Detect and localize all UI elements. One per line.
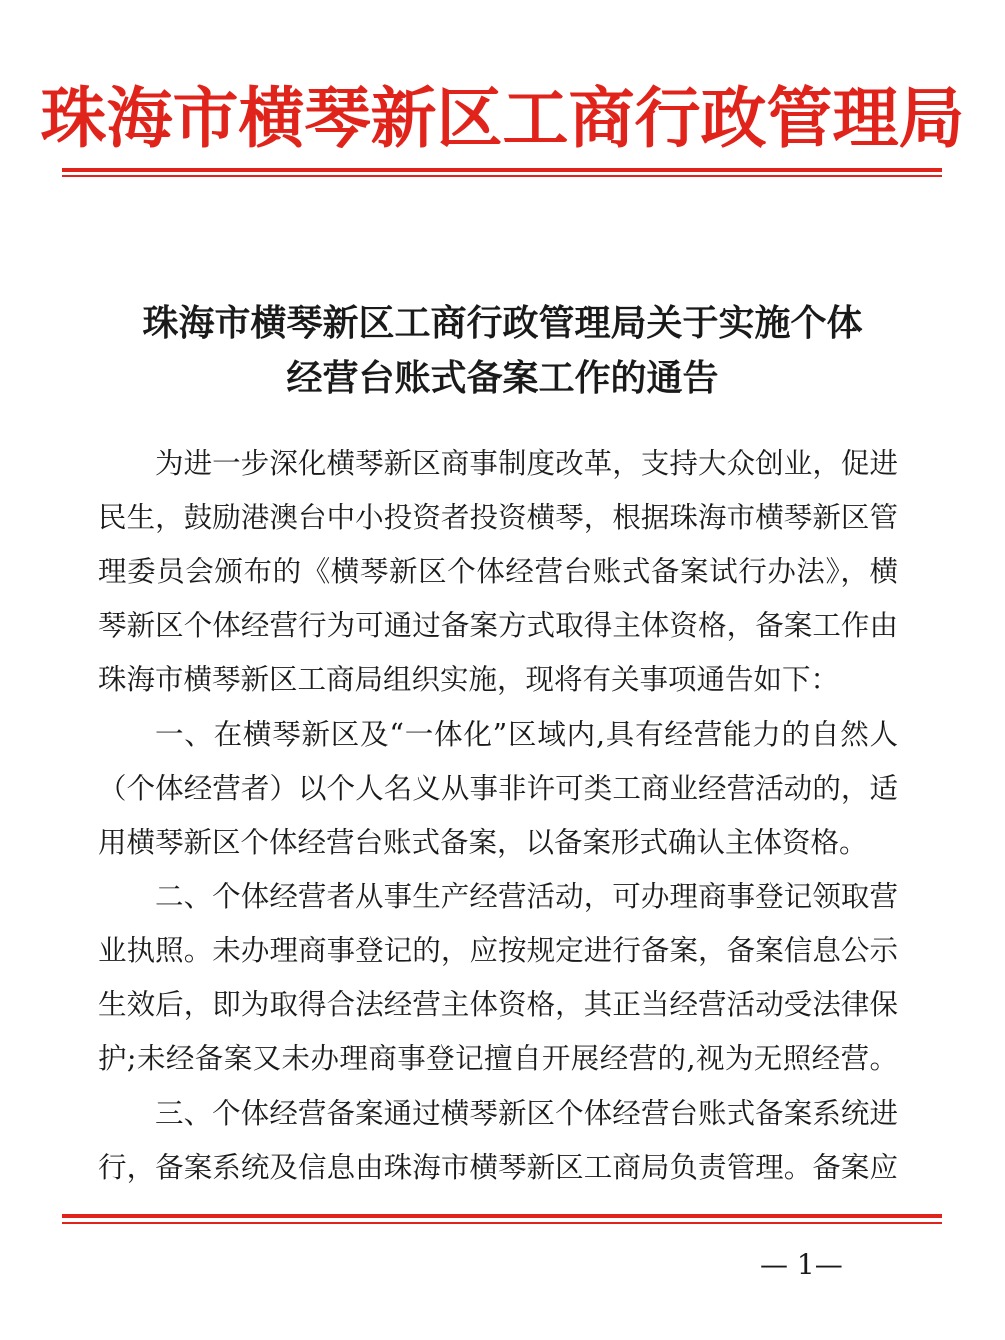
document-title-line-1: 珠海市横琴新区工商行政管理局关于实施个体 <box>142 302 863 344</box>
text-line: （个体经营者）以个人名义从事非许可类工商业经营活动的，适 <box>98 772 898 805</box>
text-line: 珠海市横琴新区工商局组织实施，现将有关事项通告如下： <box>98 663 840 696</box>
agency-header-title: 珠海市横琴新区工商行政管理局 <box>40 79 965 157</box>
text-line: 用横琴新区个体经营台账式备案，以备案形式确认主体资格。 <box>98 826 868 859</box>
text-line: 业执照。未办理商事登记的，应按规定进行备案，备案信息公示 <box>98 934 898 967</box>
text-line: 理委员会颁布的《横琴新区个体经营台账式备案试行办法》，横 <box>98 555 898 588</box>
footer-red-rule-thin <box>62 1222 942 1224</box>
text-line: 生效后，即为取得合法经营主体资格，其正当经营活动受法律保 <box>98 988 898 1021</box>
document-title-line-2: 经营台账式备案工作的通告 <box>286 357 719 399</box>
text-line: 琴新区个体经营行为可通过备案方式取得主体资格，备案工作由 <box>98 609 898 642</box>
header-red-rule <box>62 168 942 172</box>
text-line: 行，备案系统及信息由珠海市横琴新区工商局负责管理。备案应 <box>98 1151 898 1184</box>
paragraph-item-3 <box>98 1087 898 1195</box>
header-red-rule-thin <box>62 175 942 177</box>
text-line: 三、个体经营备案通过横琴新区个体经营台账式备案系统进 <box>155 1097 898 1130</box>
paragraph-intro <box>98 437 898 707</box>
text-line: 民生，鼓励港澳台中小投资者投资横琴，根据珠海市横琴新区管 <box>98 501 898 534</box>
text-line: 为进一步深化横琴新区商事制度改革，支持大众创业，促进 <box>155 447 898 480</box>
footer-red-rule <box>62 1214 942 1218</box>
text-line: 护;未经备案又未办理商事登记擅自开展经营的,视为无照经营。 <box>98 1042 898 1075</box>
text-line: 二、个体经营者从事生产经营活动，可办理商事登记领取营 <box>155 880 898 913</box>
paragraph-item-1 <box>98 708 898 870</box>
page-number: — 1— <box>760 1248 843 1281</box>
text-line: 一、在横琴新区及“一体化”区域内,具有经营能力的自然人 <box>155 718 898 751</box>
paragraph-item-2 <box>98 870 898 1086</box>
